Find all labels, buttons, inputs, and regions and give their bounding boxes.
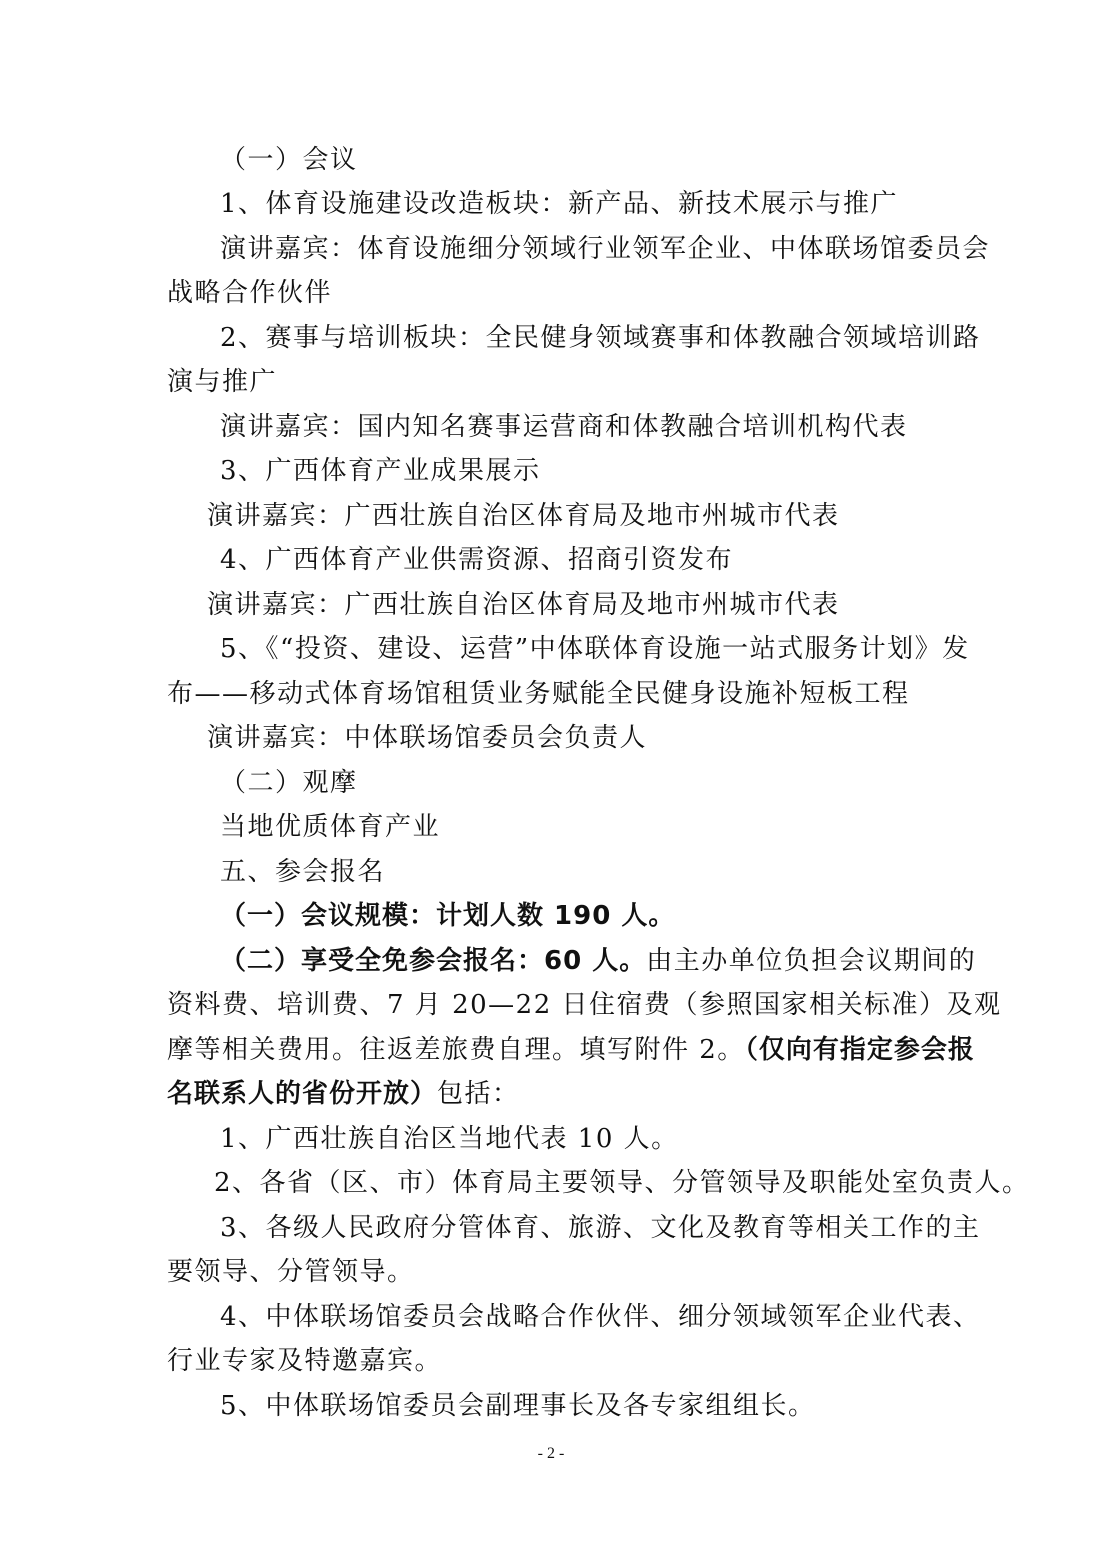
agenda-item-2-cont: 演与推广 xyxy=(167,367,278,397)
agenda-item-5-cont: 布——移动式体育场馆租赁业务赋能全民健身设施补短板工程 xyxy=(167,679,910,709)
page-number: - 2 - xyxy=(537,1445,565,1462)
attendee-item-4: 4、中体联场馆委员会战略合作伙伴、细分领域领军企业代表、 xyxy=(220,1302,981,1332)
free-registration-text: 摩等相关费用。往返差旅费自理。填写附件 2。 xyxy=(167,1035,745,1065)
speaker-line: 演讲嘉宾：国内知名赛事运营商和体教融合培训机构代表 xyxy=(220,412,908,442)
free-registration-note: 名联系人的省份开放） xyxy=(167,1079,438,1109)
chapter-heading-registration: 五、参会报名 xyxy=(220,857,386,887)
meeting-scale: （一）会议规模：计划人数 190 人。 xyxy=(220,901,676,931)
agenda-item-4: 4、广西体育产业供需资源、招商引资发布 xyxy=(220,545,734,575)
free-registration-text: 由主办单位负担会议期间的 xyxy=(646,946,977,976)
attendee-item-1: 1、广西壮族自治区当地代表 10 人。 xyxy=(220,1124,679,1154)
free-registration-heading: （二）享受全免参会报名：60 人。 xyxy=(220,946,647,976)
agenda-item-3: 3、广西体育产业成果展示 xyxy=(220,456,541,486)
agenda-item-1: 1、体育设施建设改造板块：新产品、新技术展示与推广 xyxy=(220,189,899,219)
free-registration-cont xyxy=(167,1077,520,1111)
free-registration-note: （仅向有指定参会报 xyxy=(744,1035,975,1065)
attendee-item-4-cont: 行业专家及特邀嘉宾。 xyxy=(167,1346,443,1376)
visit-content: 当地优质体育产业 xyxy=(220,812,441,842)
section-heading-visit: （二）观摩 xyxy=(220,768,358,798)
free-registration-line xyxy=(220,944,976,978)
speaker-line: 演讲嘉宾：广西壮族自治区体育局及地市州城市代表 xyxy=(207,590,840,620)
attendee-item-2: 2、各省（区、市）体育局主要领导、分管领导及职能处室负责人。 xyxy=(214,1168,1030,1198)
speaker-line: 演讲嘉宾：体育设施细分领域行业领军企业、中体联场馆委员会 xyxy=(220,234,991,264)
free-registration-cont xyxy=(167,1033,975,1067)
speaker-line: 演讲嘉宾：中体联场馆委员会负责人 xyxy=(207,723,648,753)
agenda-item-5: 5、《“投资、建设、运营”中体联体育设施一站式服务计划》发 xyxy=(220,634,970,664)
section-heading-meeting: （一）会议 xyxy=(220,145,358,175)
agenda-item-2: 2、赛事与培训板块：全民健身领域赛事和体教融合领域培训路 xyxy=(220,323,981,353)
attendee-item-3-cont: 要领导、分管领导。 xyxy=(167,1257,415,1287)
speaker-line-cont: 战略合作伙伴 xyxy=(167,278,333,308)
attendee-item-5: 5、中体联场馆委员会副理事长及各专家组组长。 xyxy=(220,1391,816,1421)
attendee-item-3: 3、各级人民政府分管体育、旅游、文化及教育等相关工作的主 xyxy=(220,1213,981,1243)
speaker-line: 演讲嘉宾：广西壮族自治区体育局及地市州城市代表 xyxy=(207,501,840,531)
free-registration-text: 包括： xyxy=(437,1079,520,1109)
free-registration-cont: 资料费、培训费、7 月 20—22 日住宿费（参照国家相关标准）及观 xyxy=(167,990,1002,1020)
